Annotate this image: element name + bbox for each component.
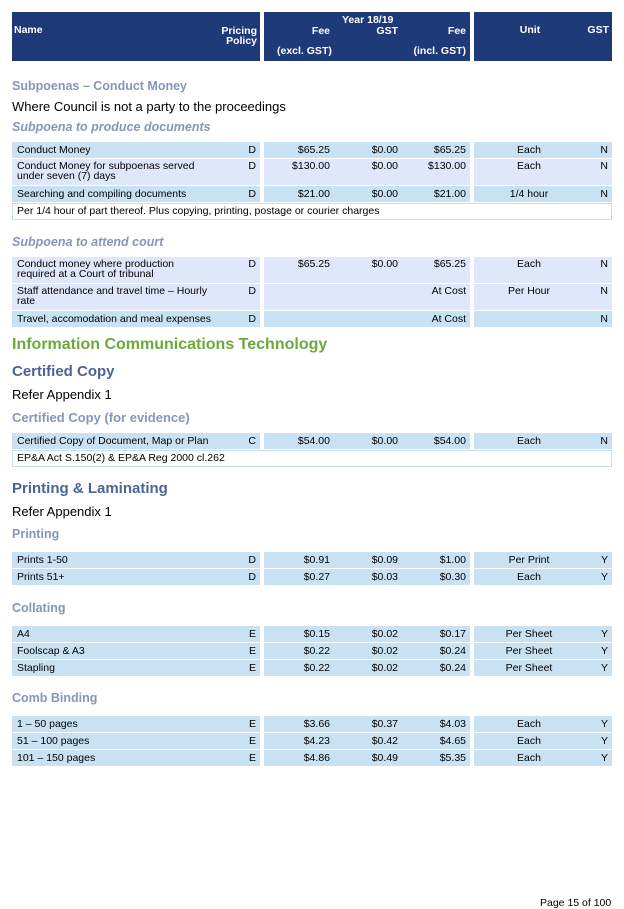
gst-flag: Y (600, 735, 608, 747)
gst-amount: $0.02 (371, 628, 398, 640)
fee-excl-gst: $4.23 (303, 735, 330, 747)
name-cell (12, 159, 260, 185)
pricing-policy: E (248, 735, 256, 747)
fee-incl-gst: $5.35 (439, 752, 466, 764)
gst-flag: Y (600, 645, 608, 657)
pricing-policy: D (248, 285, 256, 297)
fee-excl-gst: $130.00 (292, 160, 330, 172)
fee-excl-gst: $4.86 (303, 752, 330, 764)
name-cell (12, 716, 260, 732)
page-number: Page 15 of 100 (540, 897, 612, 909)
gst-amount: $0.02 (371, 662, 398, 674)
unit: Each (517, 571, 541, 583)
fee-schedule-page (12, 12, 612, 766)
fee-cell (264, 733, 470, 749)
header-fee-block (264, 12, 470, 61)
item-name: Prints 1-50 (17, 554, 68, 566)
fee-cell (264, 311, 470, 327)
header-excl-gst: (excl. GST) (277, 45, 332, 57)
fee-incl-gst: $0.30 (439, 571, 466, 583)
name-cell (12, 660, 260, 676)
pricing-policy: D (248, 188, 256, 200)
gst-flag: N (600, 258, 608, 270)
name-cell (12, 186, 260, 202)
fee-excl-gst: $65.25 (297, 258, 330, 270)
pricing-policy: D (248, 144, 256, 156)
gst-amount: $0.00 (371, 188, 398, 200)
certified-copy-title: Certified Copy (12, 363, 115, 380)
fee-cell (264, 284, 470, 310)
fee-cell (264, 142, 470, 158)
fee-incl-gst: $0.17 (439, 628, 466, 640)
pricing-policy: D (248, 258, 256, 270)
header-incl-gst: (incl. GST) (413, 45, 466, 57)
gst-flag: Y (600, 718, 608, 730)
fee-incl-gst: $130.00 (428, 160, 466, 172)
fee-incl-gst: $0.24 (439, 645, 466, 657)
fee-incl-gst: $4.65 (439, 735, 466, 747)
unit: Each (517, 435, 541, 447)
fee-cell (264, 626, 470, 642)
unit-cell (474, 750, 612, 766)
item-name: Travel, accomodation and meal expenses (17, 313, 211, 325)
printing-laminating-title: Printing & Laminating (12, 480, 168, 497)
produce-table (12, 142, 612, 202)
item-name: Searching and compiling documents (17, 188, 187, 200)
fee-excl-gst: $65.25 (297, 144, 330, 156)
unit-cell (474, 311, 612, 327)
unit: Each (517, 160, 541, 172)
name-cell (12, 733, 260, 749)
unit-cell (474, 142, 612, 158)
item-name: 1 – 50 pages (17, 718, 78, 730)
fee-cell (264, 186, 470, 202)
collating-title: Collating (12, 601, 66, 615)
unit-cell (474, 186, 612, 202)
unit: 1/4 hour (509, 188, 549, 200)
gst-flag: N (600, 285, 608, 297)
fee-cell (264, 750, 470, 766)
fee-cell (264, 569, 470, 585)
table-row (12, 626, 612, 642)
header-fee-incl: Fee (447, 25, 466, 37)
gst-amount: $0.00 (371, 435, 398, 447)
item-name: Stapling (17, 662, 55, 674)
printing-table (12, 552, 612, 585)
table-row (12, 716, 612, 732)
fee-cell (264, 660, 470, 676)
header-unit: Unit (519, 24, 541, 36)
subsection-produce-title: Subpoena to produce documents (12, 120, 211, 134)
table-row (12, 643, 612, 659)
unit: Per Sheet (505, 628, 553, 640)
pricing-policy: D (248, 571, 256, 583)
item-name: Staff attendance and travel time – Hourly (17, 285, 208, 297)
evidence-note: EP&A Act S.150(2) & EP&A Reg 2000 cl.262 (12, 450, 612, 467)
header-pricing: Pricing (221, 25, 257, 37)
fee-excl-gst: $0.91 (303, 554, 330, 566)
unit: Per Sheet (505, 645, 553, 657)
fee-incl-gst: $21.00 (433, 188, 466, 200)
item-name: A4 (17, 628, 30, 640)
table-row (12, 142, 612, 158)
fee-excl-gst: $0.27 (303, 571, 330, 583)
gst-amount: $0.03 (371, 571, 398, 583)
gst-flag: N (600, 188, 608, 200)
fee-cell (264, 433, 470, 449)
header-gst: GST (376, 25, 398, 37)
name-cell (12, 257, 260, 283)
gst-flag: N (600, 435, 608, 447)
fee-excl-gst: $3.66 (303, 718, 330, 730)
unit-cell (474, 643, 612, 659)
printing-ref: Refer Appendix 1 (12, 504, 112, 519)
unit-cell (474, 569, 612, 585)
table-row (12, 284, 612, 310)
item-name: required at a Court of tribunal (17, 268, 154, 280)
attend-table (12, 257, 612, 327)
unit-cell (474, 433, 612, 449)
unit: Per Hour (507, 285, 550, 297)
fee-cell (264, 257, 470, 283)
header-gst-flag: GST (587, 24, 609, 36)
pricing-policy: E (248, 752, 256, 764)
fee-excl-gst: $0.22 (303, 662, 330, 674)
fee-excl-gst: $0.15 (303, 628, 330, 640)
item-name: Conduct money where production (17, 258, 175, 270)
evidence-table (12, 433, 612, 449)
name-cell (12, 311, 260, 327)
gst-amount: $0.00 (371, 144, 398, 156)
fee-cell (264, 716, 470, 732)
comb-binding-table (12, 716, 612, 766)
unit: Each (517, 144, 541, 156)
unit-cell (474, 626, 612, 642)
gst-flag: Y (600, 571, 608, 583)
pricing-policy: E (248, 645, 256, 657)
fee-cell (264, 552, 470, 568)
table-row (12, 569, 612, 585)
fee-incl-gst: $65.25 (433, 258, 466, 270)
unit-cell (474, 733, 612, 749)
table-row (12, 750, 612, 766)
gst-amount: $0.09 (371, 554, 398, 566)
comb-binding-title: Comb Binding (12, 691, 98, 705)
unit: Each (517, 718, 541, 730)
pricing-policy: D (248, 160, 256, 172)
pricing-policy: D (248, 554, 256, 566)
header-unit-block (474, 12, 612, 61)
item-name: Prints 51+ (17, 571, 65, 583)
unit: Per Print (508, 554, 550, 566)
unit-cell (474, 257, 612, 283)
gst-flag: Y (600, 662, 608, 674)
table-row (12, 257, 612, 283)
table-row (12, 552, 612, 568)
produce-note: Per 1/4 hour of part thereof. Plus copying, printing, postage or courier charges (12, 203, 612, 220)
item-name: Conduct Money (17, 144, 91, 156)
unit: Each (517, 735, 541, 747)
unit: Per Sheet (505, 662, 553, 674)
fee-incl-gst: $0.24 (439, 662, 466, 674)
gst-flag: Y (600, 752, 608, 764)
fee-incl-gst: At Cost (431, 313, 466, 325)
fee-cell (264, 159, 470, 185)
name-cell (12, 142, 260, 158)
name-cell (12, 433, 260, 449)
fee-incl-gst: At Cost (431, 285, 466, 297)
item-name: 51 – 100 pages (17, 735, 90, 747)
item-name: under seven (7) days (17, 170, 116, 182)
header-year: Year 18/19 (342, 14, 394, 26)
gst-flag: N (600, 313, 608, 325)
subsection-attend-title: Subpoena to attend court (12, 235, 164, 249)
pricing-policy: C (248, 435, 256, 447)
unit-cell (474, 284, 612, 310)
fee-excl-gst: $21.00 (297, 188, 330, 200)
unit: Each (517, 752, 541, 764)
item-name: Certified Copy of Document, Map or Plan (17, 435, 209, 447)
gst-amount: $0.37 (371, 718, 398, 730)
table-row (12, 311, 612, 327)
pricing-policy: E (248, 718, 256, 730)
unit-cell (474, 716, 612, 732)
gst-amount: $0.42 (371, 735, 398, 747)
certified-copy-ref: Refer Appendix 1 (12, 387, 112, 402)
table-row (12, 733, 612, 749)
name-cell (12, 643, 260, 659)
section-ict-title: Information Communications Technology (12, 336, 328, 353)
header-fee-excl: Fee (311, 25, 330, 37)
header-policy: Policy (226, 35, 257, 47)
pricing-policy: E (248, 662, 256, 674)
gst-amount: $0.02 (371, 645, 398, 657)
pricing-policy: E (248, 628, 256, 640)
table-row (12, 186, 612, 202)
unit-cell (474, 159, 612, 185)
fee-incl-gst: $4.03 (439, 718, 466, 730)
header-name-block (12, 12, 260, 61)
printing-title: Printing (12, 527, 60, 541)
table-row (12, 433, 612, 449)
pricing-policy: D (248, 313, 256, 325)
table-header (12, 12, 612, 61)
fee-excl-gst: $0.22 (303, 645, 330, 657)
subpoenas-subtitle: Where Council is not a party to the proceedings (12, 99, 286, 114)
gst-flag: Y (600, 554, 608, 566)
name-cell (12, 552, 260, 568)
item-name: 101 – 150 pages (17, 752, 96, 764)
gst-amount: $0.49 (371, 752, 398, 764)
name-cell (12, 284, 260, 310)
section-subpoenas-title: Subpoenas – Conduct Money (12, 79, 188, 93)
fee-incl-gst: $54.00 (433, 435, 466, 447)
item-name: Conduct Money for subpoenas served (17, 160, 195, 172)
fee-incl-gst: $1.00 (439, 554, 466, 566)
fee-incl-gst: $65.25 (433, 144, 466, 156)
fee-excl-gst: $54.00 (297, 435, 330, 447)
gst-amount: $0.00 (371, 258, 398, 270)
gst-flag: Y (600, 628, 608, 640)
gst-flag: N (600, 144, 608, 156)
table-row (12, 159, 612, 185)
item-name: rate (17, 295, 36, 307)
table-row (12, 660, 612, 676)
unit: Each (517, 258, 541, 270)
collating-table (12, 626, 612, 676)
evidence-title: Certified Copy (for evidence) (12, 410, 190, 425)
gst-amount: $0.00 (371, 160, 398, 172)
name-cell (12, 569, 260, 585)
unit-cell (474, 660, 612, 676)
fee-cell (264, 643, 470, 659)
header-name: Name (14, 24, 43, 36)
unit-cell (474, 552, 612, 568)
name-cell (12, 626, 260, 642)
name-cell (12, 750, 260, 766)
item-name: Foolscap & A3 (17, 645, 85, 657)
gst-flag: N (600, 160, 608, 172)
